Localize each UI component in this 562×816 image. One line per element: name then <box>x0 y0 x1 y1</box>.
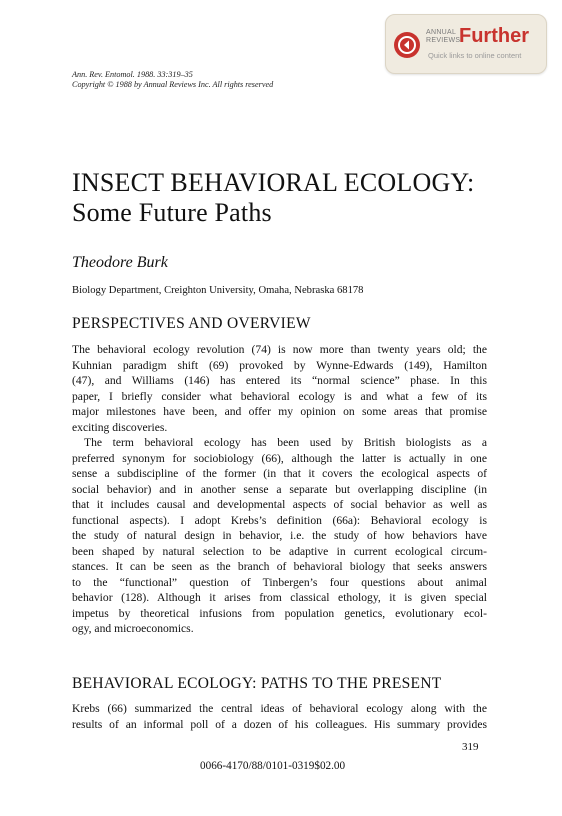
section-heading-paths: BEHAVIORAL ECOLOGY: PATHS TO THE PRESENT <box>72 675 442 692</box>
text-line: been shaped by natural selection to be adaptive in current ecological circum- <box>72 544 487 558</box>
citation-line-copyright: Copyright © 1988 by Annual Reviews Inc. All rights reserved <box>72 80 274 89</box>
text-line: to the “functional” question of Tinbergen’s four questions about animal <box>72 575 487 589</box>
text-line: social behavior) and in another sense a separate but overlapping discipline (in <box>72 482 487 496</box>
author-name: Theodore Burk <box>72 254 168 271</box>
paragraph-block-perspectives <box>72 342 487 637</box>
text-line: functional aspects). I adopt Krebs’s definition (66a): Behavioral ecology is <box>72 513 487 527</box>
badge-further-text: Further <box>459 25 529 47</box>
article-code: 0066-4170/88/0101-0319$02.00 <box>200 760 346 772</box>
badge-annual-text: ANNUAL <box>426 29 457 36</box>
play-icon <box>394 32 420 58</box>
text-line: that it includes causal and developmental aspects of social behavior as well as <box>72 498 487 511</box>
text-line: results of an informal poll of a dozen of his colleagues. His summary provides <box>72 717 487 731</box>
badge-subtitle: Quick links to online content <box>428 51 522 60</box>
text-line: stances. It can be seen as the branch of behavioral biology that seeks answers <box>72 560 487 573</box>
text-line: the study of natural design in behavior, i.e. the study of how behaviors have <box>72 529 487 542</box>
badge-reviews-text: REVIEWS <box>426 37 461 44</box>
text-line: The behavioral ecology revolution (74) is now more than twenty years old; the <box>72 343 487 356</box>
paragraph-block-paths <box>72 701 487 732</box>
text-line: ogy, and microeconomics. <box>72 622 194 635</box>
text-line: Krebs (66) summarized the central ideas of behavioral ecology along with the <box>72 702 487 715</box>
text-line: paper, I briefly consider what behavioral ecology is and what a few of its <box>72 389 487 403</box>
page-number: 319 <box>462 741 479 753</box>
text-line: impetus by theoretical infusions from population genetics, evolutionary ecol- <box>72 606 487 620</box>
text-line: sense a subdiscipline of the former (in that it covers the ecological aspects of <box>72 467 487 480</box>
author-affiliation: Biology Department, Creighton University, Omaha, Nebraska 68178 <box>72 285 364 296</box>
citation-header <box>72 70 273 90</box>
text-line: (47), and Williams (146) has entered its “normal science” phase. In this <box>72 374 487 387</box>
text-line: The term behavioral ecology has been used by British biologists as a <box>84 436 487 449</box>
text-line: Kuhnian paradigm shift (69) provoked by Wynne-Edwards (149), Hamilton <box>72 358 487 372</box>
article-title-line-2: Some Future Paths <box>72 198 272 227</box>
text-line: exciting discoveries. <box>72 420 168 434</box>
article-title-line-1: INSECT BEHAVIORAL ECOLOGY: <box>72 168 475 197</box>
section-heading-perspectives: PERSPECTIVES AND OVERVIEW <box>72 315 311 332</box>
citation-line-journal: Ann. Rev. Entomol. 1988. 33:319–35 <box>72 70 193 79</box>
text-line: major milestones have been, and offer my opinion on some areas that promise <box>72 405 487 418</box>
annual-reviews-further-link[interactable] <box>385 14 547 74</box>
text-line: behavior (128). Although it arises from classical ethology, it is given special <box>72 591 487 604</box>
text-line: preferred synonym for sociobiology (66), although the latter is actually in one <box>72 451 487 465</box>
